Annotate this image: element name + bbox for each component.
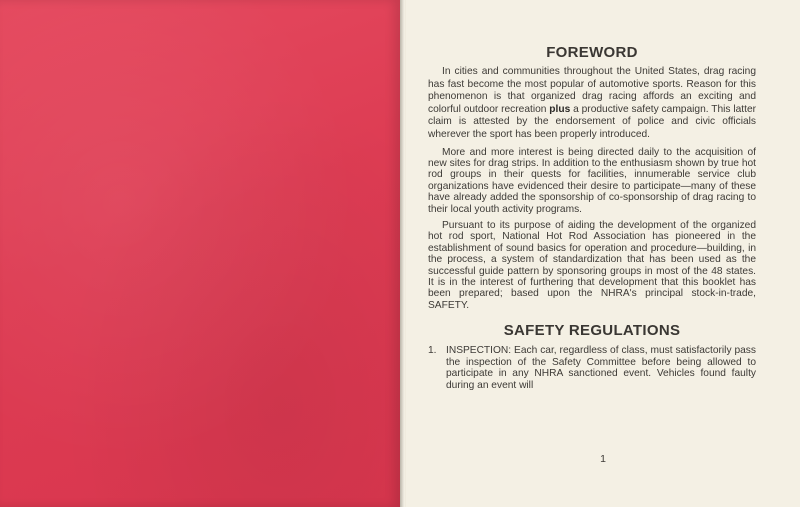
- foreword-p1-bold: plus: [549, 103, 571, 115]
- book-page: [406, 0, 800, 507]
- foreword-paragraph-2: More and more interest is being directed daily to the acquisition of new sites for drag strips. In addition to the enthusiasm shown by true hot rod groups in their quests for facilities, innumerable service club organizations have evidenced their desire to participate—many of these have already added the sponsorship of co-sponsorship of drag racing to their local youth activity programs.: [428, 146, 756, 215]
- foreword-p1-text-start: In cities and communities throughout the United States, drag racing has fast become the most popular of automotive sports. Reason for this phenomenon is that organized drag racing affords an exciting and colorful outdoor recreation: [428, 66, 756, 115]
- foreword-paragraph-3: Pursuant to its purpose of aiding the development of the organized hot rod sport, National Hot Rod Association has pioneered in the establishment of sound basics for operation and procedure—building, in the process, a system of standardization that has been used as the successful guide pattern by sponsoring groups in most of the 48 states. It is in the interest of furthering that development that this booklet has been prepared; based upon the NHRA's principal stock-in-trade, SAFETY.: [428, 220, 756, 311]
- foreword-p1-text-end: a productive safety campaign. This latter claim is attested by the endorsement of police and civic officials wherever the sport has been properly introduced.: [428, 103, 757, 140]
- page-number: 1: [600, 453, 606, 465]
- safety-item-number: 1.: [428, 345, 437, 357]
- safety-item-text: INSPECTION: Each car, regardless of class, must satisfactorily pass the inspection of the Safety Committee before being allowed to participate in any NHRA sanctioned event. Vehicles found faulty during an event will: [446, 345, 756, 392]
- foreword-heading: FOREWORD: [546, 44, 638, 61]
- foreword-paragraph-1: [428, 66, 756, 142]
- safety-item-1: [428, 345, 756, 391]
- safety-regulations-heading: SAFETY REGULATIONS: [503, 322, 681, 340]
